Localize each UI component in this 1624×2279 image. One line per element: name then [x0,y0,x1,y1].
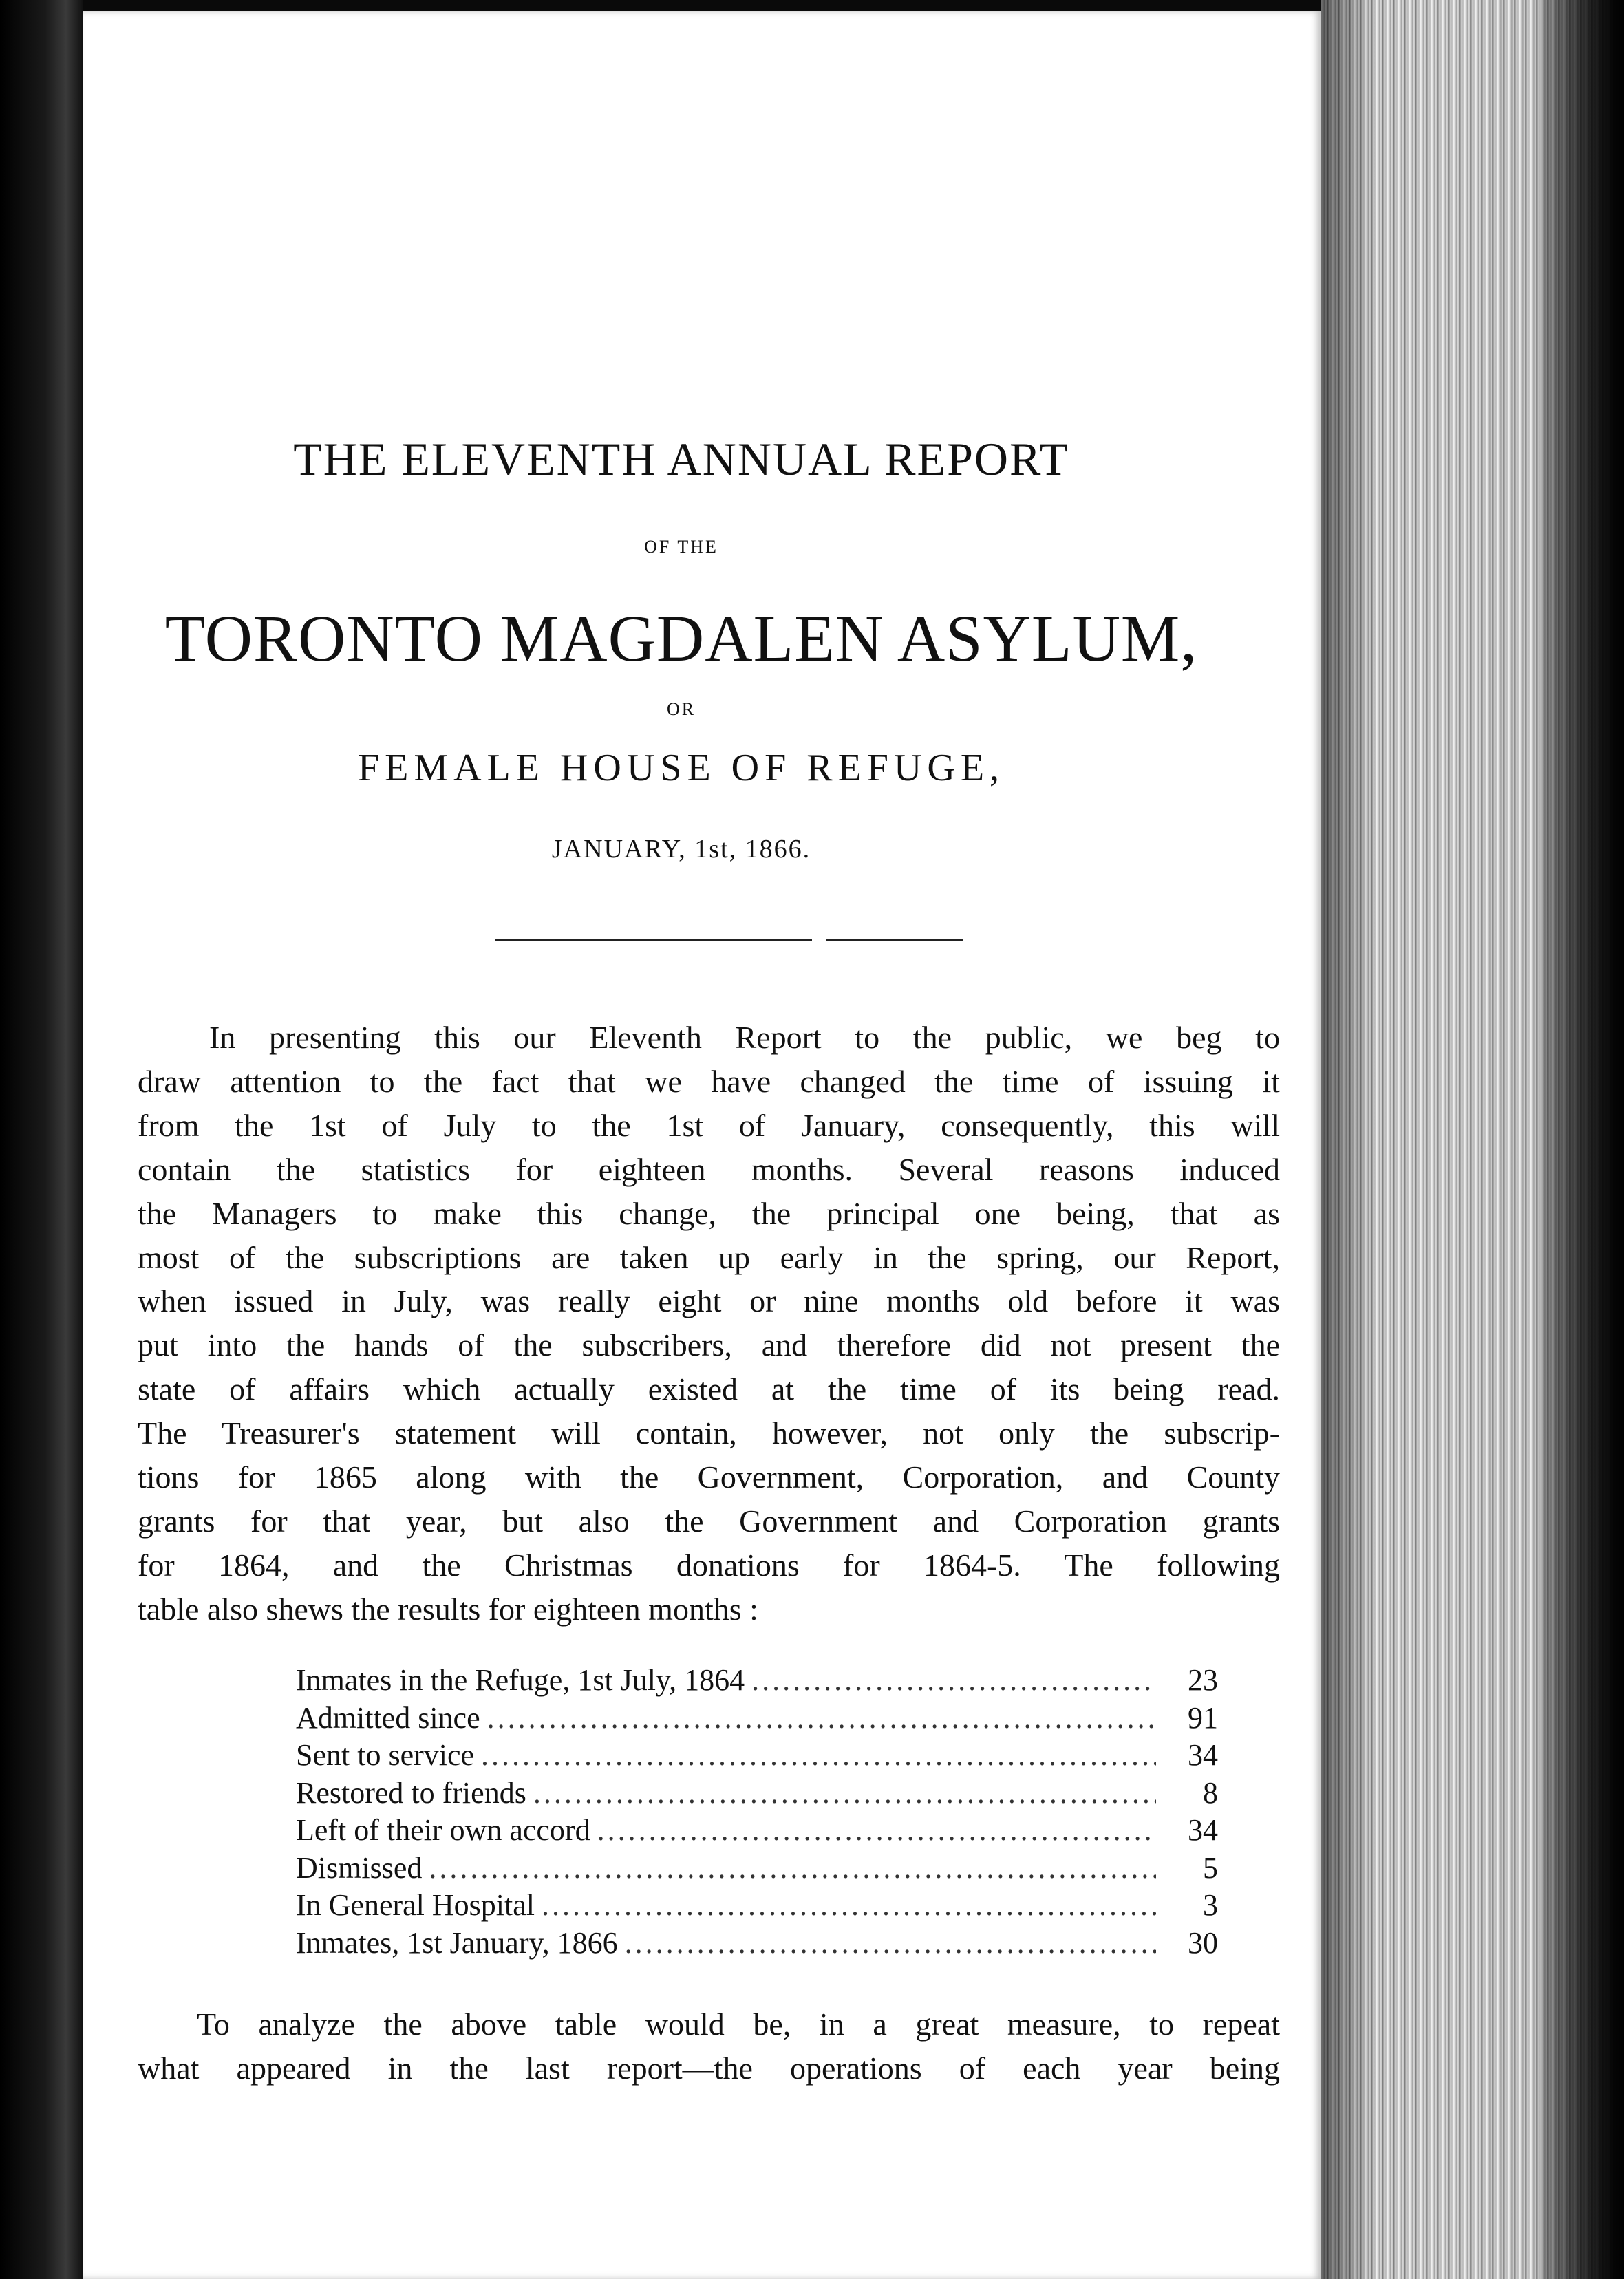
title-divider-right [826,939,963,941]
stat-value: 34 [1188,1813,1218,1847]
intro-line: state of affairs which actually existed at the time of its being read. [138,1371,1280,1407]
intro-line: most of the subscriptions are taken up early in the spring, our Report, [138,1239,1280,1275]
dot-leader [625,1925,1156,1960]
intro-line: grants for that year, but also the Government and Corporation grants [138,1503,1280,1539]
book-page-edges [1321,0,1624,2279]
stat-label: Restored to friends [296,1775,526,1810]
stat-value: 3 [1203,1888,1218,1922]
report-date: JANUARY, 1st, 1866. [551,835,811,864]
intro-line: tions for 1865 along with the Government, Corporation, and County [138,1459,1280,1495]
intro-line: The Treasurer's statement will contain, however, not only the subscrip- [138,1415,1280,1451]
dot-leader [487,1700,1156,1735]
intro-line: when issued in July, was really eight or nine months old before it was [138,1283,1280,1319]
organization-subtitle: FEMALE HOUSE OF REFUGE, [357,747,1005,789]
organization-name: TORONTO MAGDALEN ASYLUM, [164,601,1198,675]
stat-value: 30 [1188,1925,1218,1960]
stat-row [296,1737,1218,1775]
dot-leader [533,1775,1156,1810]
closing-line: what appeared in the last report—the operations of each year being [138,2050,1280,2086]
or-label: OR [666,699,696,719]
stat-label: Left of their own accord [296,1813,590,1847]
stat-value: 34 [1188,1738,1218,1772]
intro-line: contain the statistics for eighteen months. Several reasons induced [138,1151,1280,1187]
of-the-label: OF THE [644,537,718,557]
stat-row [296,1887,1218,1925]
stat-label: Sent to service [296,1738,475,1772]
dot-leader [481,1737,1156,1773]
stat-value: 23 [1188,1663,1218,1697]
intro-line: table also shews the results for eighteen months : [138,1591,758,1627]
stat-row [296,1700,1218,1738]
title-divider-left [495,939,812,941]
intro-line: from the 1st of July to the 1st of January, consequently, this will [138,1107,1280,1143]
dot-leader [597,1812,1156,1848]
stat-label: Admitted since [296,1700,480,1735]
statistics-table [296,1662,1218,1962]
intro-line: the Managers to make this change, the principal one being, that as [138,1195,1280,1231]
stat-value: 91 [1188,1700,1218,1735]
stat-label: Dismissed [296,1850,423,1885]
intro-paragraph [138,1016,1280,1631]
stat-row [296,1925,1218,1963]
stat-row [296,1850,1218,1888]
stat-value: 8 [1203,1775,1218,1810]
book-left-edge [0,0,83,2279]
intro-line: draw attention to the fact that we have changed the time of issuing it [138,1063,1280,1099]
document-page [83,11,1321,2279]
intro-line: In presenting this our Eleventh Report to the public, we beg to [209,1020,1280,1055]
dot-leader [429,1850,1156,1885]
stat-label: In General Hospital [296,1888,535,1922]
stat-label: Inmates, 1st January, 1866 [296,1925,618,1960]
dot-leader [542,1887,1156,1923]
intro-line: put into the hands of the subscribers, and therefore did not present the [138,1327,1280,1363]
stat-row [296,1775,1218,1813]
report-title: THE ELEVENTH ANNUAL REPORT [293,433,1069,485]
intro-line: for 1864, and the Christmas donations for 1864-5. The following [138,1547,1280,1583]
closing-paragraph [138,2002,1280,2090]
stat-label: Inmates in the Refuge, 1st July, 1864 [296,1663,745,1697]
stat-row [296,1812,1218,1850]
closing-line: To analyze the above table would be, in a great measure, to repeat [197,2007,1280,2042]
stat-value: 5 [1203,1850,1218,1885]
stat-row [296,1662,1218,1700]
dot-leader [751,1662,1156,1698]
